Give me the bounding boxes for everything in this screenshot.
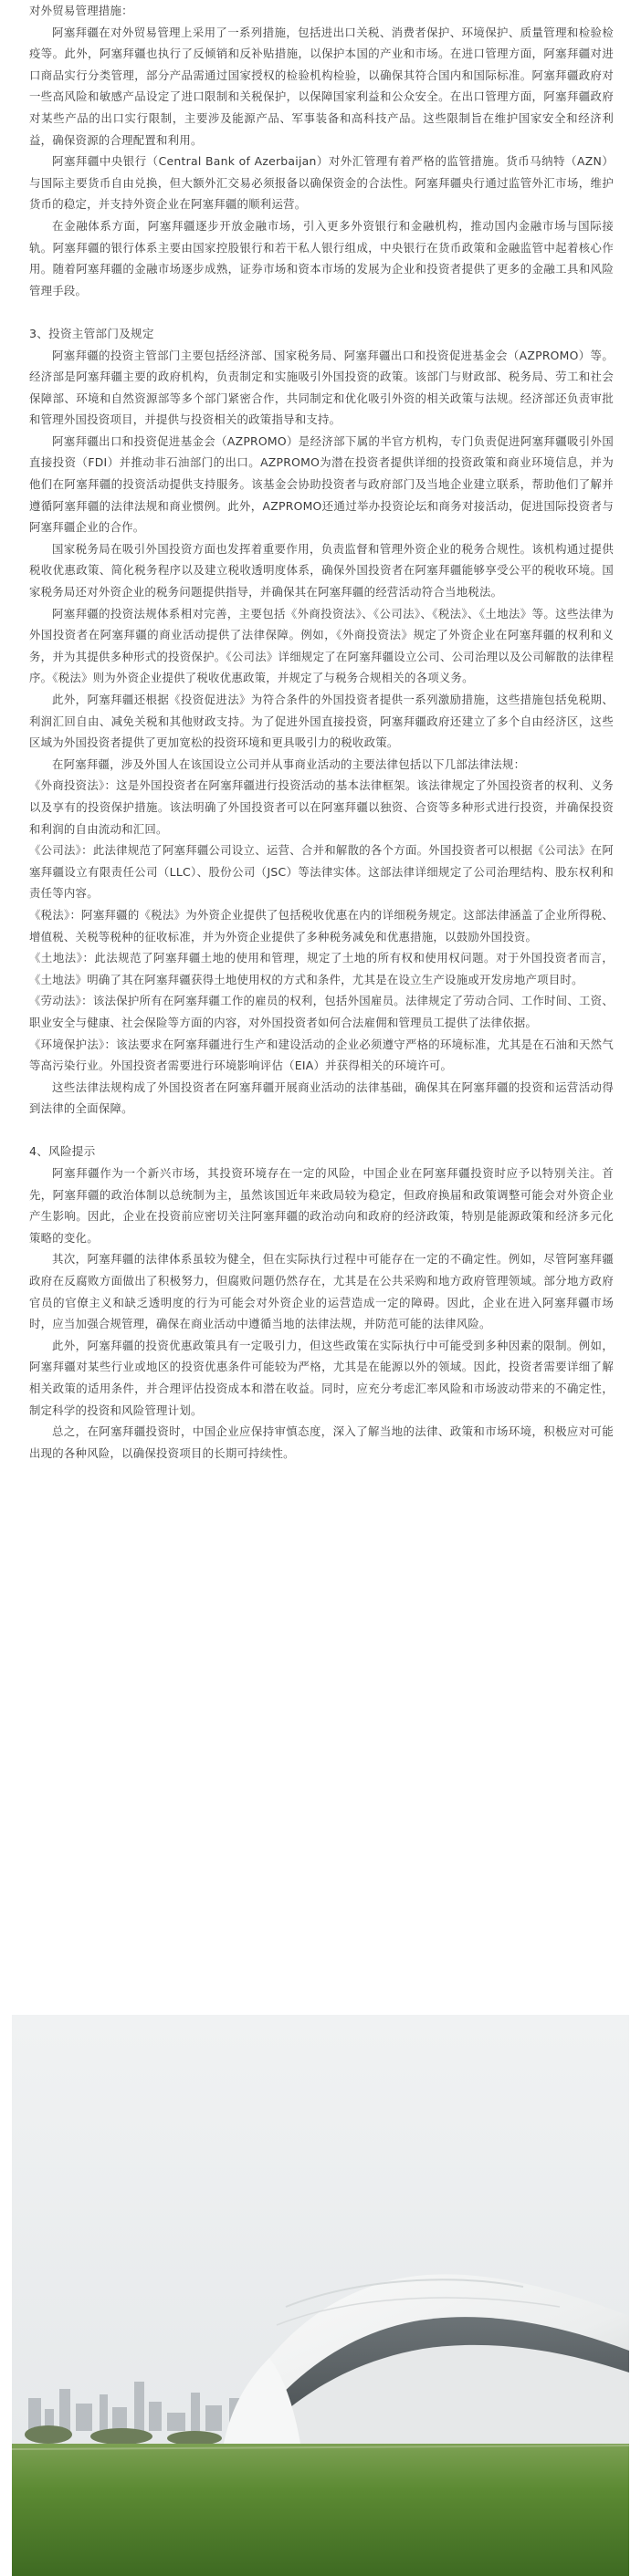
paragraph: 《税法》：阿塞拜疆的《税法》为外资企业提供了包括税收优惠在内的详细税务规定。这部法律涵盖了企业所得税、增值税、关税等税种的征收标准，并为外资企业提供了多种税务减免和优惠措施，以鼓励外国投资。 <box>29 907 614 944</box>
building-photo <box>12 2015 629 2576</box>
section-heading: 3、投资主管部门及规定 <box>29 326 154 340</box>
paragraph: 《公司法》：此法律规范了阿塞拜疆公司设立、运营、合并和解散的各个方面。外国投资者可以根据《公司法》在阿塞拜疆设立有限责任公司（LLC）、股份公司（JSC）等法律实体。这部法律详细规定了公司治理结构、股东权利和责任等内容。 <box>29 843 614 901</box>
paragraph: 阿塞拜疆作为一个新兴市场，其投资环境存在一定的风险，中国企业在阿塞拜疆投资时应予以特别关注。首先，阿塞拜疆的政治体制以总统制为主，虽然该国近年来政局较为稳定，但政府换届和政策调整可能会对外资企业产生影响。因此，企业在投资前应密切关注阿塞拜疆的政治动向和政府的经济政策，特别是能源政策和经济多元化策略的变化。 <box>29 1166 614 1245</box>
paragraph: 阿塞拜疆的投资法规体系相对完善，主要包括《外商投资法》、《公司法》、《税法》、《土地法》等。这些法律为外国投资者在阿塞拜疆的商业活动提供了法律保障。例如，《外商投资法》规定了外资企业在阿塞拜疆的权利和义务，并为其提供多种形式的投资保护。《公司法》详细规定了在阿塞拜疆设立公司、公司治理以及公司解散的法律程序。《税法》则为外资企业提供了税收优惠政策，并规定了与税务合规相关的各项义务。 <box>29 606 614 685</box>
heydar-aliyev-center-photo <box>12 2015 629 2576</box>
paragraph: 在阿塞拜疆，涉及外国人在该国设立公司并从事商业活动的主要法律包括以下几部法律法规： <box>52 756 526 771</box>
paragraph: 《环境保护法》：该法要求在阿塞拜疆进行生产和建设活动的企业必须遵守严格的环境标准，尤其是在石油和天然气等高污染行业。外国投资者需要进行环境影响评估（EIA）并获得相关的环境许可。 <box>29 1037 614 1073</box>
paragraph: 此外，阿塞拜疆还根据《投资促进法》为符合条件的外国投资者提供一系列激励措施，这些措施包括免税期、利润汇回自由、减免关税和其他财政支持。为了促进外国直接投资，阿塞拜疆政府还建立了多个自由经济区，这些区域为外国投资者提供了更加宽松的投资环境和更具吸引力的税收政策。 <box>29 693 614 750</box>
paragraph: 对外贸易管理措施： <box>29 4 133 17</box>
paragraph: 《外商投资法》：这是外国投资者在阿塞拜疆进行投资活动的基本法律框架。该法律规定了外国投资者的权利、义务以及享有的投资保护措施。该法明确了外国投资者可以在阿塞拜疆以独资、合资等多种形式进行投资，并确保投资和利润的自由流动和汇回。 <box>29 778 614 836</box>
section-heading: 4、风险提示 <box>29 1144 96 1159</box>
paragraph: 阿塞拜疆的投资主管部门主要包括经济部、国家税务局、阿塞拜疆出口和投资促进基金会（AZPROMO）等。经济部是阿塞拜疆主要的政府机构，负责制定和实施吸引外国投资的政策。该部门与财政部、税务局、劳工和社会保障部、环境和自然资源部等多个部门紧密合作，共同制定和优化吸引外资的相关政策与法规。经济部还负责审批和管理外国投资项目，并提供与投资相关的政策指导和支持。 <box>29 348 614 427</box>
section-gap <box>29 301 614 323</box>
lawn <box>12 2444 629 2576</box>
section-gap <box>29 1120 614 1142</box>
paragraph: 《劳动法》：该法保护所有在阿塞拜疆工作的雇员的权利，包括外国雇员。法律规定了劳动合同、工作时间、工资、职业安全与健康、社会保险等方面的内容，对外国投资者如何合法雇佣和管理员工提供了法律依据。 <box>29 994 614 1029</box>
paragraph: 这些法律法规构成了外国投资者在阿塞拜疆开展商业活动的法律基础，确保其在阿塞拜疆的投资和运营活动得到法律的全面保障。 <box>29 1079 614 1116</box>
paragraph: 在金融体系方面，阿塞拜疆逐步开放金融市场，引入更多外资银行和金融机构，推动国内金融市场与国际接轨。阿塞拜疆的银行体系主要由国家控股银行和若干私人银行组成，中央银行在货币政策和金融监管中起着核心作用。随着阿塞拜疆的金融市场逐步成熟，证券市场和资本市场的发展为企业和投资者提供了更多的金融工具和风险管理手段。 <box>29 218 614 297</box>
paragraph: 阿塞拜疆出口和投资促进基金会（AZPROMO）是经济部下属的半官方机构，专门负责促进阿塞拜疆吸引外国直接投资（FDI）并推动非石油部门的出口。AZPROMO为潜在投资者提供详细的投资政策和商业环境信息，并为他们在阿塞拜疆的投资活动提供支持服务。该基金会协助投资者与政府部门及当地企业建立联系，帮助他们了解并遵循阿塞拜疆的法律法规和商业惯例。此外，AZPROMO还通过举办投资论坛和商务对接活动，促进国际投资者与阿塞拜疆企业的合作。 <box>29 433 614 535</box>
paragraph: 此外，阿塞拜疆的投资优惠政策具有一定吸引力，但这些政策在实际执行中可能受到多种因素的限制。例如，阿塞拜疆对某些行业或地区的投资优惠条件可能较为严格，尤其是在能源以外的领域。因此，投资者需要详细了解相关政策的适用条件，并合理评估投资成本和潜在收益。同时，应充分考虑汇率风险和市场波动带来的不确定性，制定科学的投资和风险管理计划。 <box>29 1338 614 1417</box>
paragraph: 阿塞拜疆中央银行（Central Bank of Azerbaijan）对外汇管理有着严格的监管措施。货币马纳特（AZN）与国际主要货币自由兑换，但大额外汇交易必须报备以确保资金的合法性。阿塞拜疆央行通过监管外汇市场，维护货币的稳定，并支持外资企业在阿塞拜疆的顺利运营。 <box>29 154 614 212</box>
paragraph: 《土地法》：此法规范了阿塞拜疆土地的使用和管理，规定了土地的所有权和使用权问题。对于外国投资者而言，《土地法》明确了其在阿塞拜疆获得土地使用权的方式和条件，尤其是在设立生产设施或开发房地产项目时。 <box>29 951 614 986</box>
paragraph: 其次，阿塞拜疆的法律体系虽较为健全，但在实际执行过程中可能存在一定的不确定性。例如，尽管阿塞拜疆政府在反腐败方面做出了积极努力，但腐败问题仍然存在，尤其是在公共采购和地方政府管理领域。部分地方政府官员的官僚主义和缺乏透明度的行为可能会对外资企业的运营造成一定的障碍。因此，企业在进入阿塞拜疆市场时，应当加强合规管理，确保在商业活动中遵循当地的法律法规，并防范可能的法律风险。 <box>29 1252 614 1331</box>
paragraph: 国家税务局在吸引外国投资方面也发挥着重要作用，负责监督和管理外资企业的税务合规性。该机构通过提供税收优惠政策、简化税务程序以及建立税收透明度体系，确保外国投资者在阿塞拜疆能够享受公平的税收环境。国家税务局还对外资企业的税务问题提供指导，并确保其在阿塞拜疆的经营活动符合当地税法。 <box>29 541 614 600</box>
paragraph: 阿塞拜疆在对外贸易管理上采用了一系列措施，包括进出口关税、消费者保护、环境保护、质量管理和检验检疫等。此外，阿塞拜疆也执行了反倾销和反补贴措施，以保护本国的产业和市场。在进口管理方面，阿塞拜疆对进口商品实行分类管理，部分产品需通过国家授权的检验机构检验，以确保其符合国内和国际标准。阿塞拜疆政府对一些高风险和敏感产品设定了进口限制和关税保护，以保障国家利益和公众安全。在出口管理方面，阿塞拜疆政府对某些产品的出口实行限制，主要涉及能源产品、军事装备和高科技产品。这些限制旨在维护国家安全和经济利益，确保资源的合理配置和利用。 <box>29 25 614 147</box>
paragraph: 总之，在阿塞拜疆投资时，中国企业应保持审慎态度，深入了解当地的法律、政策和市场环境，积极应对可能出现的各种风险，以确保投资项目的长期可持续性。 <box>29 1424 614 1460</box>
article-body <box>29 0 614 1464</box>
